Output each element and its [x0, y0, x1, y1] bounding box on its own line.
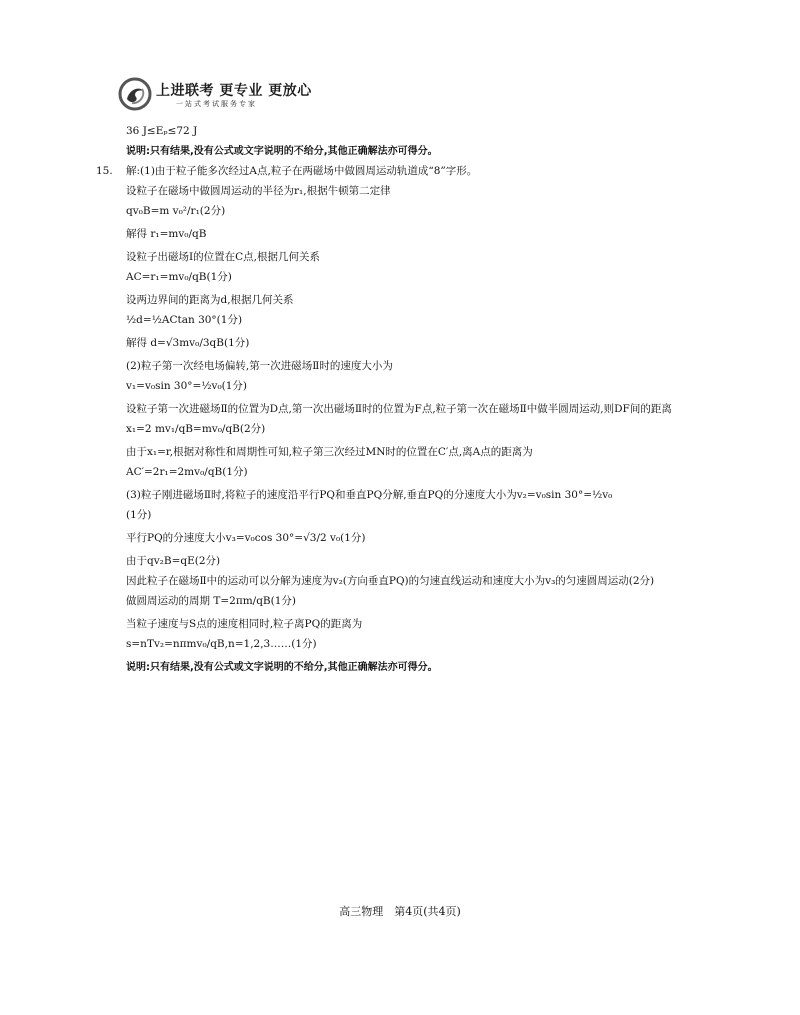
equation-ac: AC=r₁=mv₀/qB(1分) — [126, 271, 232, 283]
line-part-2: (2)粒子第一次经电场偏转,第一次进磁场Ⅱ时的速度大小为 — [126, 360, 393, 372]
line-distance-condition: 当粒子速度与S点的速度相同时,粒子离PQ的距离为 — [126, 618, 363, 630]
equation-s: s=nTv₂=nπmv₀/qB,n=1,2,3……(1分) — [126, 638, 317, 650]
line-energy-range: 36 J≤Eₚ≤72 J — [126, 125, 198, 137]
question-15-intro — [96, 164, 686, 179]
line-exit-point-c: 设粒子出磁场Ⅰ的位置在C点,根据几何关系 — [126, 251, 321, 263]
page-footer: 高三物理 第4页(共4页) — [339, 905, 461, 918]
brand-logo — [118, 77, 312, 113]
line-part-3-score: (1分) — [126, 509, 152, 521]
logo-subtitle: 一站式考试服务专家 — [176, 100, 257, 108]
equation-period: 做圆周运动的周期 T=2πm/qB(1分) — [126, 595, 297, 607]
logo-title: 上进联考 更专业 更放心 — [156, 83, 312, 99]
equation-ac-prime: AC′=2r₁=2mv₀/qB(1分) — [126, 466, 248, 478]
equation-v3: 平行PQ的分速度大小v₃=v₀cos 30°=√3/2 v₀(1分) — [126, 532, 366, 544]
intro-text: 解:(1)由于粒子能多次经过A点,粒子在两磁场中做圆周运动轨道成“8”字形。 — [126, 165, 478, 177]
line-df-distance: 设粒子第一次进磁场Ⅱ的位置为D点,第一次出磁场Ⅱ时的位置为F点,粒子第一次在磁场Ⅱ中做半圆周运动,则DF间的距离 — [126, 403, 672, 415]
equation-v1: v₁=v₀sin 30°=½v₀(1分) — [126, 380, 248, 392]
line-radius-setup: 设粒子在磁场中做圆周运动的半径为r₁,根据牛顿第二定律 — [126, 185, 391, 197]
grading-note: 说明:只有结果,没有公式或文字说明的不给分,其他正确解法亦可得分。 — [126, 146, 438, 157]
line-motion-decomposition: 因此粒子在磁场Ⅱ中的运动可以分解为速度为v₂(方向垂直PQ)的匀速直线运动和速度大小为v₃的匀速圆周运动(2分) — [126, 575, 655, 587]
line-part-3: (3)粒子刚进磁场Ⅱ时,将粒子的速度沿平行PQ和垂直PQ分解,垂直PQ的分速度大小为v₂=v₀sin 30°=½v₀ — [126, 489, 613, 501]
equation-newton: qv₀B=m v₀²/r₁(2分) — [126, 205, 226, 217]
equation-half-d: ½d=½ACtan 30°(1分) — [126, 314, 243, 326]
solution-content — [96, 124, 686, 680]
equation-radius: 解得 r₁=mv₀/qB — [126, 228, 207, 240]
line-boundary-distance: 设两边界间的距离为d,根据几何关系 — [126, 294, 294, 306]
grading-note-final: 说明:只有结果,没有公式或文字说明的不给分,其他正确解法亦可得分。 — [126, 662, 438, 673]
logo-swirl-icon — [118, 77, 152, 111]
equation-d: 解得 d=√3mv₀/3qB(1分) — [126, 337, 250, 349]
equation-x1: x₁=2 mv₁/qB=mv₀/qB(2分) — [126, 423, 266, 435]
equation-force-balance: 由于qv₂B=qE(2分) — [126, 555, 221, 567]
line-symmetry: 由于x₁=r,根据对称性和周期性可知,粒子第三次经过MN时的位置在C′点,离A点的距离为 — [126, 446, 533, 458]
question-number: 15. — [96, 165, 113, 177]
